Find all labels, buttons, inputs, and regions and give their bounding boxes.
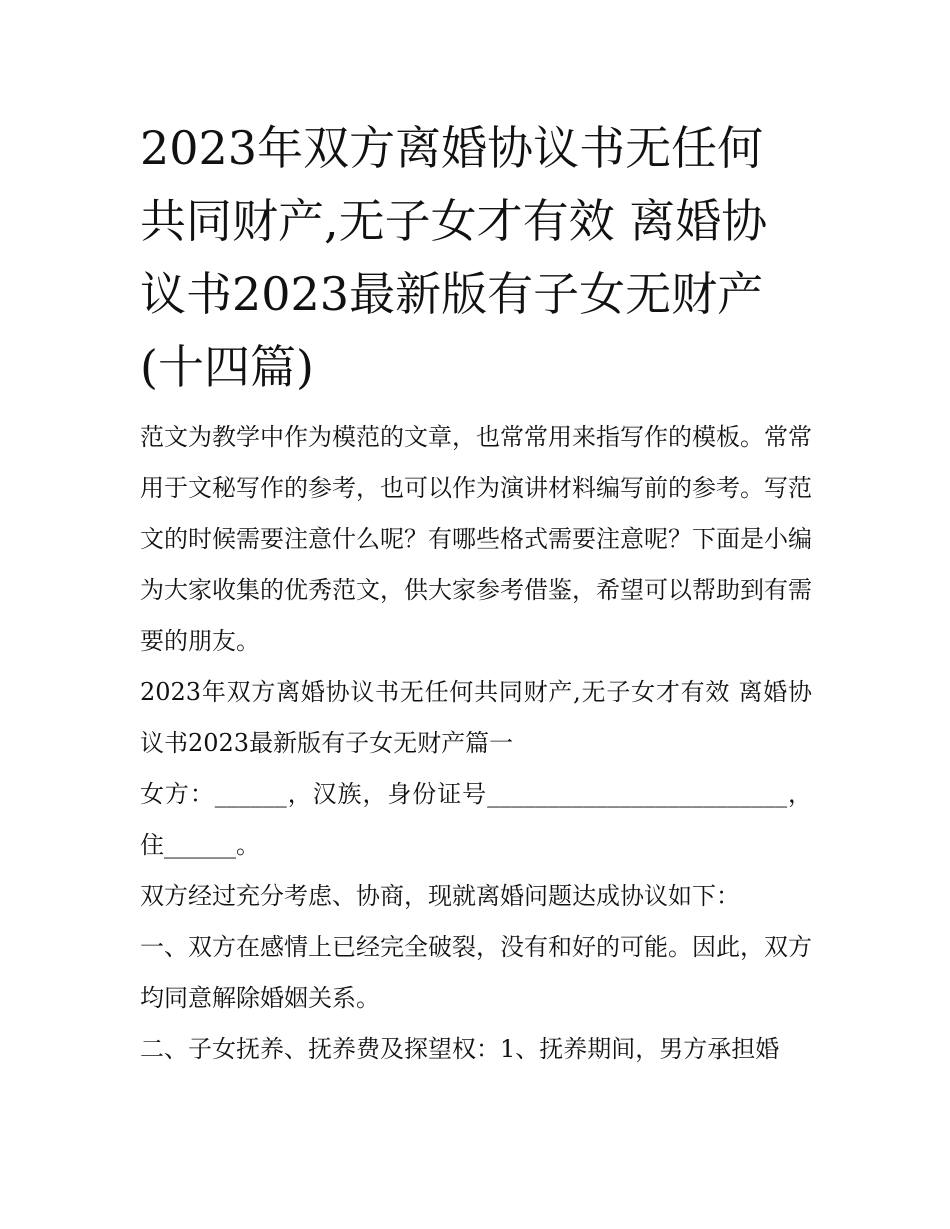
title-line-1: 2023年双方离婚协议书无任何 [140, 121, 764, 175]
female-party-paragraph: 女方：______，汉族，身份证号_________________________，住______。 [140, 780, 812, 859]
document-content [140, 112, 812, 1075]
section-heading-paragraph: 2023年双方离婚协议书无任何共同财产,无子女才有效 离婚协议书2023最新版有子女无财产篇一 [140, 678, 812, 757]
agreement-intro-paragraph: 双方经过充分考虑、协商，现就离婚问题达成协议如下： [140, 882, 740, 910]
title-line-4: (十四篇) [140, 340, 314, 394]
document-title [140, 112, 812, 404]
title-line-2: 共同财产,无子女才有效 离婚协 [140, 194, 768, 248]
title-line-3: 议书2023最新版有子女无财产 [140, 267, 764, 321]
clause-one-paragraph: 一、双方在感情上已经完全破裂，没有和好的可能。因此，双方均同意解除婚姻关系。 [140, 933, 812, 1012]
intro-paragraph: 范文为教学中作为模范的文章，也常常用来指写作的模板。常常用于文秘写作的参考，也可以作为演讲材料编写前的参考。写范文的时候需要注意什么呢？有哪些格式需要注意呢？下面是小编为大家收集的优秀范文，供大家参考借鉴，希望可以帮助到有需要的朋友。 [140, 423, 812, 655]
clause-two-paragraph: 二、子女抚养、抚养费及探望权：1、抚养期间，男方承担婚 [140, 1035, 780, 1063]
